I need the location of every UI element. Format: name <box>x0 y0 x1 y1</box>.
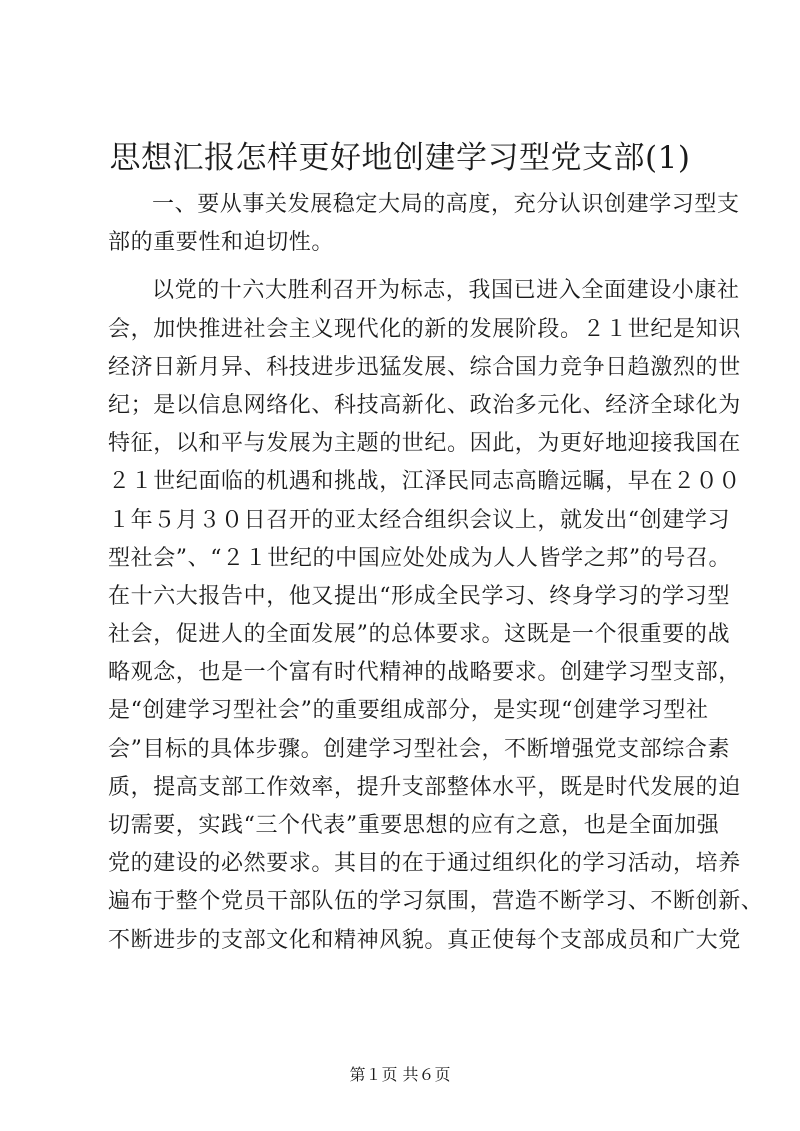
body-line: 切需要，实践“三个代表”重要思想的应有之意，也是全面加强 <box>108 813 720 838</box>
document-title: 思想汇报怎样更好地创建学习型党支部(1) <box>109 140 691 176</box>
page-footer: 第１页 共６页 <box>349 1065 451 1084</box>
body-line: 党的建设的必然要求。其目的在于通过组织化的学习活动，培养 <box>108 851 741 877</box>
body-line: 在十六大报告中，他又提出“形成全民学习、终身学习的学习型 <box>108 583 731 609</box>
body-line: １年５月３０日召开的亚太经合组织会议上，就发出“创建学习 <box>108 507 731 533</box>
body-line: 略观念，也是一个富有时代精神的战略要求。创建学习型支部， <box>108 660 741 686</box>
body-line: 以党的十六大胜利召开为标志，我国已进入全面建设小康社 <box>152 278 740 304</box>
body-line: 质，提高支部工作效率，提升支部整体水平，既是时代发展的迫 <box>108 774 741 800</box>
body-line: 是“创建学习型社会”的重要组成部分，是实现“创建学习型社 <box>108 698 709 724</box>
body-line: 纪；是以信息网络化、科技高新化、政治多元化、经济全球化为 <box>108 392 741 418</box>
body-line: 会”目标的具体步骤。创建学习型社会，不断增强党支部综合素 <box>108 736 731 762</box>
body-line: 会，加快推进社会主义现代化的新的发展阶段。２１世纪是知识 <box>108 316 741 342</box>
body-line: 特征，以和平与发展为主题的世纪。因此，为更好地迎接我国在 <box>108 431 741 457</box>
body-line: 遍布于整个党员干部队伍的学习氛围，营造不断学习、不断创新、 <box>108 889 764 915</box>
body-line: 社会，促进人的全面发展”的总体要求。这既是一个很重要的战 <box>108 622 731 648</box>
body-line: 不断进步的支部文化和精神风貌。真正使每个支部成员和广大党 <box>108 927 741 953</box>
body-line: 部的重要性和迫切性。 <box>108 230 335 256</box>
document-body <box>108 186 764 960</box>
body-line: ２１世纪面临的机遇和挑战，江泽民同志高瞻远瞩，早在２００ <box>108 469 741 495</box>
body-line: 经济日新月异、科技进步迅猛发展、综合国力竞争日趋激烈的世 <box>108 354 741 380</box>
body-line: 型社会”、“２１世纪的中国应处处成为人人皆学之邦”的号召。 <box>108 545 732 571</box>
body-line: 一、要从事关发展稳定大局的高度，充分认识创建学习型支 <box>152 192 740 217</box>
paragraph-gap <box>108 262 708 272</box>
